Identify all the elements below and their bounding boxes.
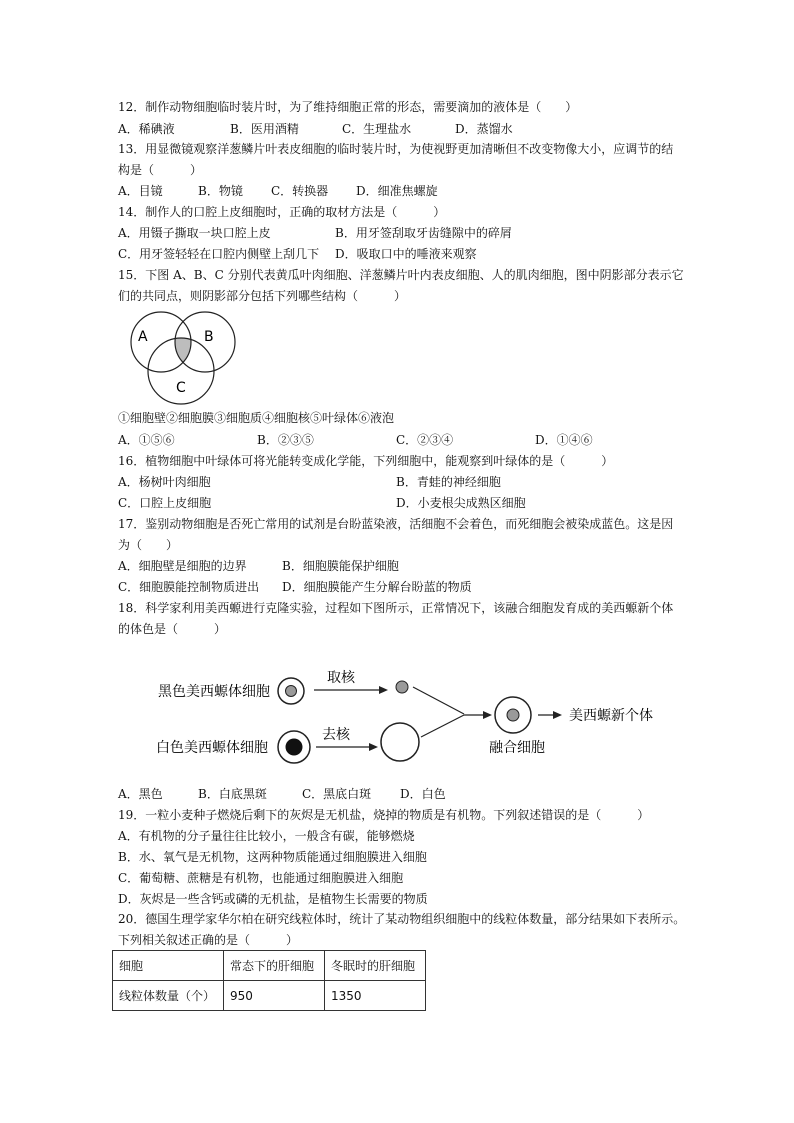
q19-option-d: D．灰烬是一些含钙或磷的无机盐，是植物生长需要的物质 xyxy=(118,892,428,906)
q15-stem-line1: 15．下图 A、B、C 分别代表黄瓜叶肉细胞、洋葱鳞片叶内表皮细胞、人的肌肉细胞，图中阴影部分表示它 xyxy=(118,268,684,282)
q12-option-b: B．医用酒精 xyxy=(230,122,299,136)
q14-option-b: B．用牙签刮取牙齿缝隙中的碎屑 xyxy=(335,226,512,240)
q17-option-d: D．细胞膜能产生分解台盼蓝的物质 xyxy=(282,580,472,594)
fused-cell-nucleus xyxy=(507,709,519,721)
merge-arrowhead xyxy=(483,711,492,719)
result-label: 美西螈新个体 xyxy=(569,708,653,724)
remove-nucleus-label: 去核 xyxy=(322,727,350,743)
q14-option-c: C．用牙签轻轻在口腔内侧壁上刮几下 xyxy=(118,247,320,261)
q17-stem-line1: 17．鉴别动物细胞是否死亡常用的试剂是台盼蓝染液，活细胞不会着色，而死细胞会被染成蓝色。这是因 xyxy=(118,517,674,531)
merge-line-bottom xyxy=(421,715,464,737)
q12-option-c: C．生理盐水 xyxy=(342,122,412,136)
q13-option-a: A．目镜 xyxy=(118,184,163,198)
venn-label-b: B xyxy=(204,329,214,345)
result-arrowhead xyxy=(553,711,562,719)
take-nucleus-label: 取核 xyxy=(327,670,355,686)
merge-line-top xyxy=(413,687,464,714)
table-header-cell: 冬眠时的肝细胞 xyxy=(325,951,426,981)
table-header-row xyxy=(113,951,426,981)
q12-option-a: A．稀碘液 xyxy=(118,122,175,136)
q16-option-d: D．小麦根尖成熟区细胞 xyxy=(396,496,526,510)
q13-stem-line2: 构是（ ） xyxy=(118,163,203,177)
q13-option-d: D．细准焦螺旋 xyxy=(356,184,438,198)
q18-option-d: D．白色 xyxy=(400,787,446,801)
q20-stem-line2: 下列相关叙述正确的是（ ） xyxy=(118,933,299,947)
q14-option-a: A．用镊子撕取一块口腔上皮 xyxy=(118,226,271,240)
q17-stem-line2: 为（ ） xyxy=(118,538,179,552)
remove-nucleus-arrowhead xyxy=(369,743,378,751)
q17-option-c: C．细胞膜能控制物质进出 xyxy=(118,580,260,594)
q20-stem-line1: 20．德国生理学家华尔柏在研究线粒体时，统计了某动物组织细胞中的线粒体数量，部分结果如下表所示。 xyxy=(118,912,686,926)
mitochondria-table xyxy=(112,950,426,1011)
q19-option-c: C．葡萄糖、蔗糖是有机物，也能通过细胞膜进入细胞 xyxy=(118,871,404,885)
cloning-diagram xyxy=(150,658,670,776)
q13-option-c: C．转换器 xyxy=(271,184,329,198)
q13-stem-line1: 13．用显微镜观察洋葱鳞片叶表皮细胞的临时装片时，为使视野更加清晰但不改变物像大小，应调节的结 xyxy=(118,142,674,156)
q15-option-c: C．②③④ xyxy=(396,433,454,447)
table-cell: 线粒体数量（个） xyxy=(113,981,224,1011)
table-cell: 950 xyxy=(224,981,325,1011)
q13-option-b: B．物镜 xyxy=(198,184,243,198)
q15-option-b: B．②③⑤ xyxy=(257,433,314,447)
take-nucleus-arrowhead xyxy=(379,686,388,694)
q17-option-b: B．细胞膜能保护细胞 xyxy=(282,559,399,573)
venn-label-c: C xyxy=(176,380,186,396)
q18-stem-line2: 的体色是（ ） xyxy=(118,622,227,636)
q19-stem: 19．一粒小麦种子燃烧后剩下的灰烬是无机盐，烧掉的物质是有机物。下列叙述错误的是（ ） xyxy=(118,808,650,822)
black-cell-nucleus xyxy=(286,686,297,697)
table-row xyxy=(113,981,426,1011)
q12-stem: 12．制作动物细胞临时装片时，为了维持细胞正常的形态，需要滴加的液体是（ ） xyxy=(118,100,578,114)
q16-option-a: A．杨树叶肉细胞 xyxy=(118,475,211,489)
q19-option-a: A．有机物的分子量往往比较小，一般含有碳，能够燃烧 xyxy=(118,829,415,843)
fused-cell-label: 融合细胞 xyxy=(489,740,545,756)
venn-diagram xyxy=(118,308,248,408)
q18-stem-line1: 18．科学家利用美西螈进行克隆实验，过程如下图所示，正常情况下，该融合细胞发育成的美西螈新个体 xyxy=(118,601,674,615)
q18-option-c: C．黑底白斑 xyxy=(302,787,372,801)
q15-option-d: D．①④⑥ xyxy=(535,433,593,447)
q18-option-b: B．白底黑斑 xyxy=(198,787,267,801)
q15-structures: ①细胞壁②细胞膜③细胞质④细胞核⑤叶绿体⑥液泡 xyxy=(118,411,395,425)
white-cell-label: 白色美西螈体细胞 xyxy=(156,740,268,756)
white-cell-nucleus xyxy=(286,739,303,756)
q16-option-b: B．青蛙的神经细胞 xyxy=(396,475,501,489)
table-header-cell: 常态下的肝细胞 xyxy=(224,951,325,981)
q18-option-a: A．黑色 xyxy=(118,787,163,801)
table-header-cell: 细胞 xyxy=(113,951,224,981)
venn-label-a: A xyxy=(138,329,148,345)
q16-option-c: C．口腔上皮细胞 xyxy=(118,496,212,510)
q15-stem-line2: 们的共同点，则阴影部分包括下列哪些结构（ ） xyxy=(118,289,407,303)
q19-option-b: B．水、氧气是无机物，这两种物质能通过细胞膜进入细胞 xyxy=(118,850,427,864)
enucleated-cell xyxy=(381,723,419,761)
table-cell: 1350 xyxy=(325,981,426,1011)
q14-stem: 14．制作人的口腔上皮细胞时，正确的取材方法是（ ） xyxy=(118,205,446,219)
q16-stem: 16．植物细胞中叶绿体可将光能转变成化学能，下列细胞中，能观察到叶绿体的是（ ） xyxy=(118,454,614,468)
q14-option-d: D．吸取口中的唾液来观察 xyxy=(335,247,477,261)
q17-option-a: A．细胞壁是细胞的边界 xyxy=(118,559,247,573)
extracted-nucleus xyxy=(396,681,408,693)
black-cell-label: 黑色美西螈体细胞 xyxy=(158,684,270,700)
q15-option-a: A．①⑤⑥ xyxy=(118,433,175,447)
q12-option-d: D．蒸馏水 xyxy=(455,122,513,136)
